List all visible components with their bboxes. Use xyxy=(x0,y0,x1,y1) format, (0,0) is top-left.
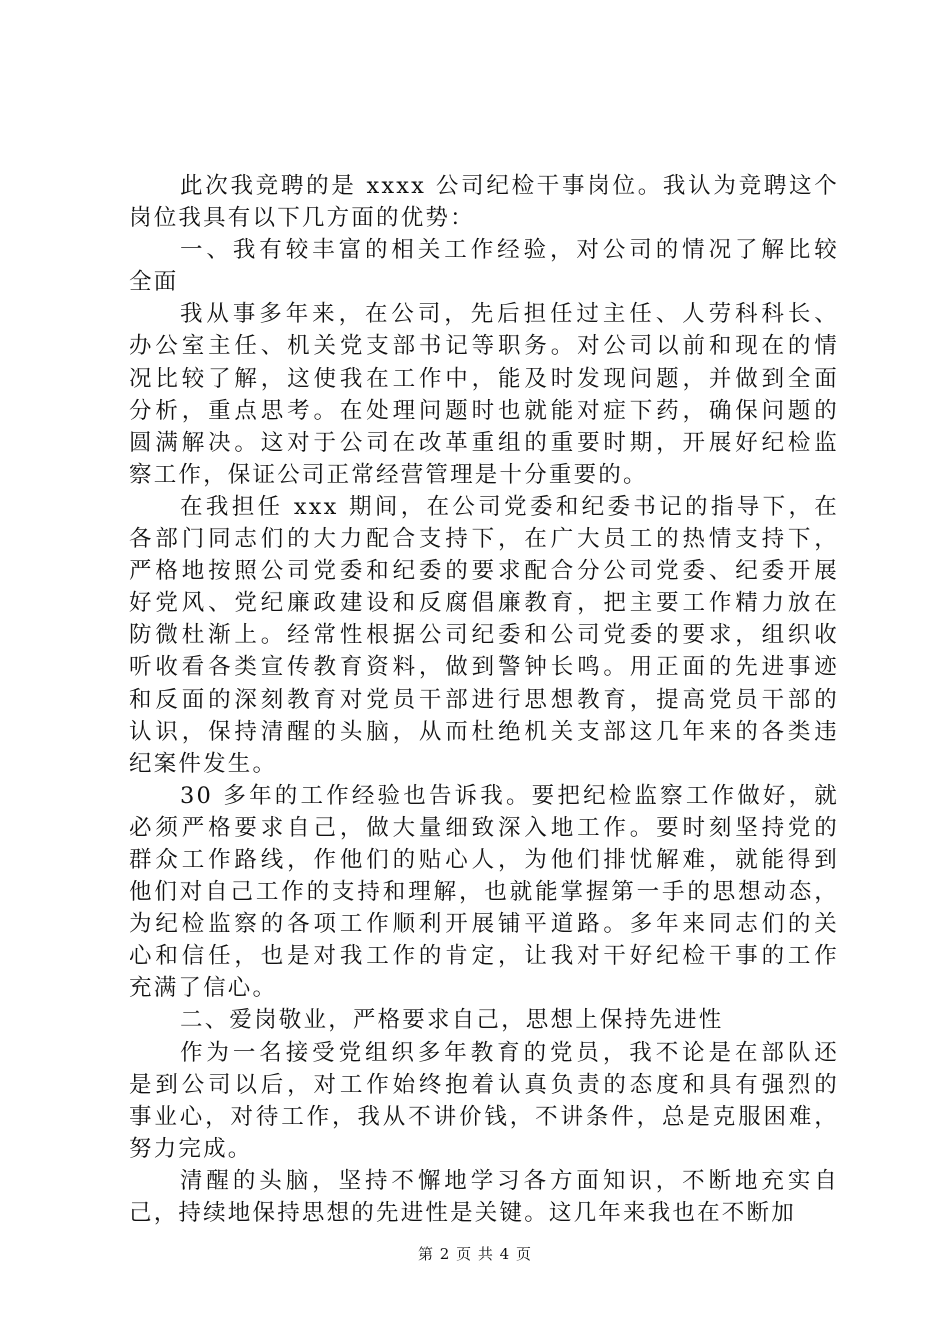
text-line: 事业心，对待工作，我从不讲价钱，不讲条件，总是克服困难， xyxy=(129,1103,839,1130)
text-line: 必须严格要求自己，做大量细致深入地工作。要时刻坚持党的 xyxy=(129,814,839,841)
text-line: 况比较了解，这使我在工作中，能及时发现问题，并做到全面 xyxy=(129,365,839,392)
text-line: 一、我有较丰富的相关工作经验，对公司的情况了解比较 xyxy=(180,237,839,264)
text-line: 各部门同志们的大力配合支持下，在广大员工的热情支持下， xyxy=(129,526,839,553)
text-line: 岗位我具有以下几方面的优势： xyxy=(129,205,475,232)
text-line: 充满了信心。 xyxy=(129,975,278,1002)
text-line: 办公室主任、机关党支部书记等职务。对公司以前和现在的情 xyxy=(129,333,839,360)
text-line: 我从事多年来，在公司，先后担任过主任、人劳科科长、 xyxy=(180,301,839,328)
text-line: 作为一名接受党组织多年教育的党员，我不论是在部队还 xyxy=(180,1039,839,1066)
text-line: 严格地按照公司党委和纪委的要求配合分公司党委、纪委开展 xyxy=(129,558,839,585)
text-line: 听收看各类宣传教育资料，做到警钟长鸣。用正面的先进事迹 xyxy=(129,654,839,681)
text-line: 群众工作路线，作他们的贴心人，为他们排忧解难，就能得到 xyxy=(129,846,839,873)
text-line: 为纪检监察的各项工作顺利开展铺平道路。多年来同志们的关 xyxy=(129,911,839,938)
text-line: 防微杜渐上。经常性根据公司纪委和公司党委的要求，组织收 xyxy=(129,622,839,649)
text-line: 己，持续地保持思想的先进性是关键。这几年来我也在不断加 xyxy=(129,1200,796,1226)
text-line: 好党风、党纪廉政建设和反腐倡廉教育，把主要工作精力放在 xyxy=(129,590,839,617)
text-line: 努力完成。 xyxy=(129,1135,253,1162)
text-line: 全面 xyxy=(129,269,179,296)
text-line: 清醒的头脑，坚持不懈地学习各方面知识，不断地充实自 xyxy=(180,1167,839,1194)
text-line: 纪案件发生。 xyxy=(129,750,278,777)
text-line: 此次我竞聘的是 xxxx 公司纪检干事岗位。我认为竞聘这个 xyxy=(180,173,839,199)
text-line: 二、爱岗敬业，严格要求自己，思想上保持先进性 xyxy=(180,1007,724,1034)
page-footer: 第 2 页 共 4 页 xyxy=(418,1245,532,1263)
text-line: 是到公司以后，对工作始终抱着认真负责的态度和具有强烈的 xyxy=(129,1071,839,1098)
text-line: 分析，重点思考。在处理问题时也就能对症下药，确保问题的 xyxy=(129,397,839,424)
text-line: 30 多年的工作经验也告诉我。要把纪检监察工作做好，就 xyxy=(180,782,839,809)
text-line: 他们对自己工作的支持和理解，也就能掌握第一手的思想动态， xyxy=(129,879,839,906)
text-line: 圆满解决。这对于公司在改革重组的重要时期，开展好纪检监 xyxy=(129,429,839,456)
text-line: 在我担任 xxx 期间，在公司党委和纪委书记的指导下，在 xyxy=(180,493,839,520)
text-line: 认识，保持清醒的头脑，从而杜绝机关支部这几年来的各类违 xyxy=(129,718,839,745)
text-line: 察工作，保证公司正常经营管理是十分重要的。 xyxy=(129,461,648,488)
text-line: 心和信任，也是对我工作的肯定，让我对干好纪检干事的工作 xyxy=(129,943,839,970)
document-body xyxy=(129,170,839,1229)
text-line: 和反面的深刻教育对党员干部进行思想教育，提高党员干部的 xyxy=(129,686,839,713)
